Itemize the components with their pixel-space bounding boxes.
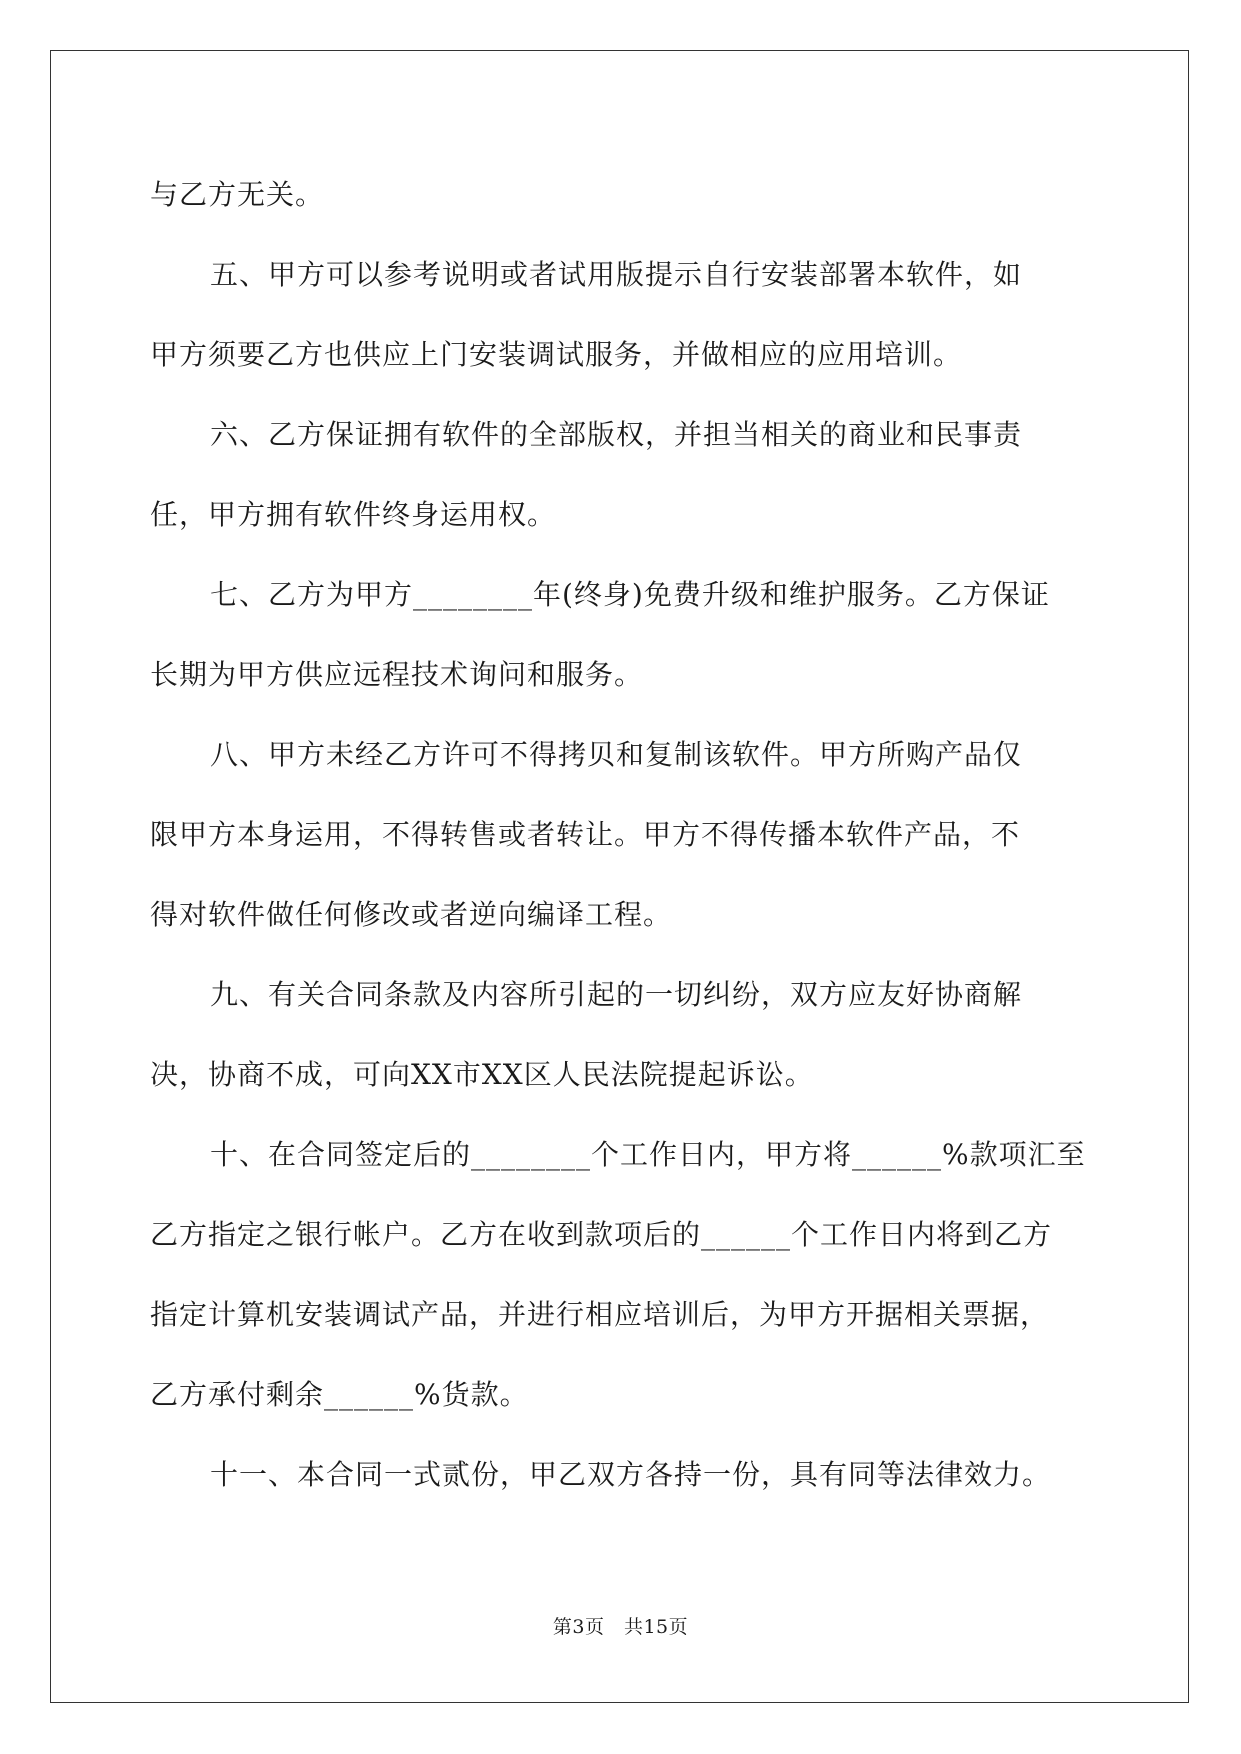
paragraph-line: 十一、本合同一式贰份，甲乙双方各持一份，具有同等法律效力。 [210, 1458, 1052, 1491]
paragraph-line: 与乙方无关。 [150, 178, 325, 211]
page-number: 第3页 共15页 [552, 1616, 689, 1638]
paragraph-line: 乙方指定之银行帐户。乙方在收到款项后的______个工作日内将到乙方 [150, 1218, 1053, 1251]
paragraph-line: 六、乙方保证拥有软件的全部版权，并担当相关的商业和民事责 [210, 418, 1023, 451]
paragraph-line: 限甲方本身运用，不得转售或者转让。甲方不得传播本软件产品，不 [150, 818, 1021, 851]
document-body [150, 155, 1092, 1515]
paragraph-line: 八、甲方未经乙方许可不得拷贝和复制该软件。甲方所购产品仅 [210, 738, 1023, 771]
paragraph-line: 指定计算机安装调试产品，并进行相应培训后，为甲方开据相关票据， [150, 1298, 1050, 1331]
paragraph-line: 九、有关合同条款及内容所引起的一切纠纷，双方应友好协商解 [210, 978, 1023, 1011]
paragraph-line: 任，甲方拥有软件终身运用权。 [150, 498, 557, 531]
paragraph-line: 决，协商不成，可向XX市XX区人民法院提起诉讼。 [150, 1058, 814, 1091]
paragraph-line: 甲方须要乙方也供应上门安装调试服务，并做相应的应用培训。 [150, 338, 963, 371]
paragraph-line: 乙方承付剩余______%货款。 [150, 1378, 529, 1411]
paragraph-line: 长期为甲方供应远程技术询问和服务。 [150, 658, 644, 691]
paragraph-line: 得对软件做任何修改或者逆向编译工程。 [150, 898, 673, 931]
paragraph-line: 五、甲方可以参考说明或者试用版提示自行安装部署本软件，如 [210, 258, 1023, 291]
paragraph-line: 十、在合同签定后的________个工作日内，甲方将______%款项汇至 [210, 1138, 1086, 1171]
paragraph-line: 七、乙方为甲方________年(终身)免费升级和维护服务。乙方保证 [210, 578, 1050, 611]
